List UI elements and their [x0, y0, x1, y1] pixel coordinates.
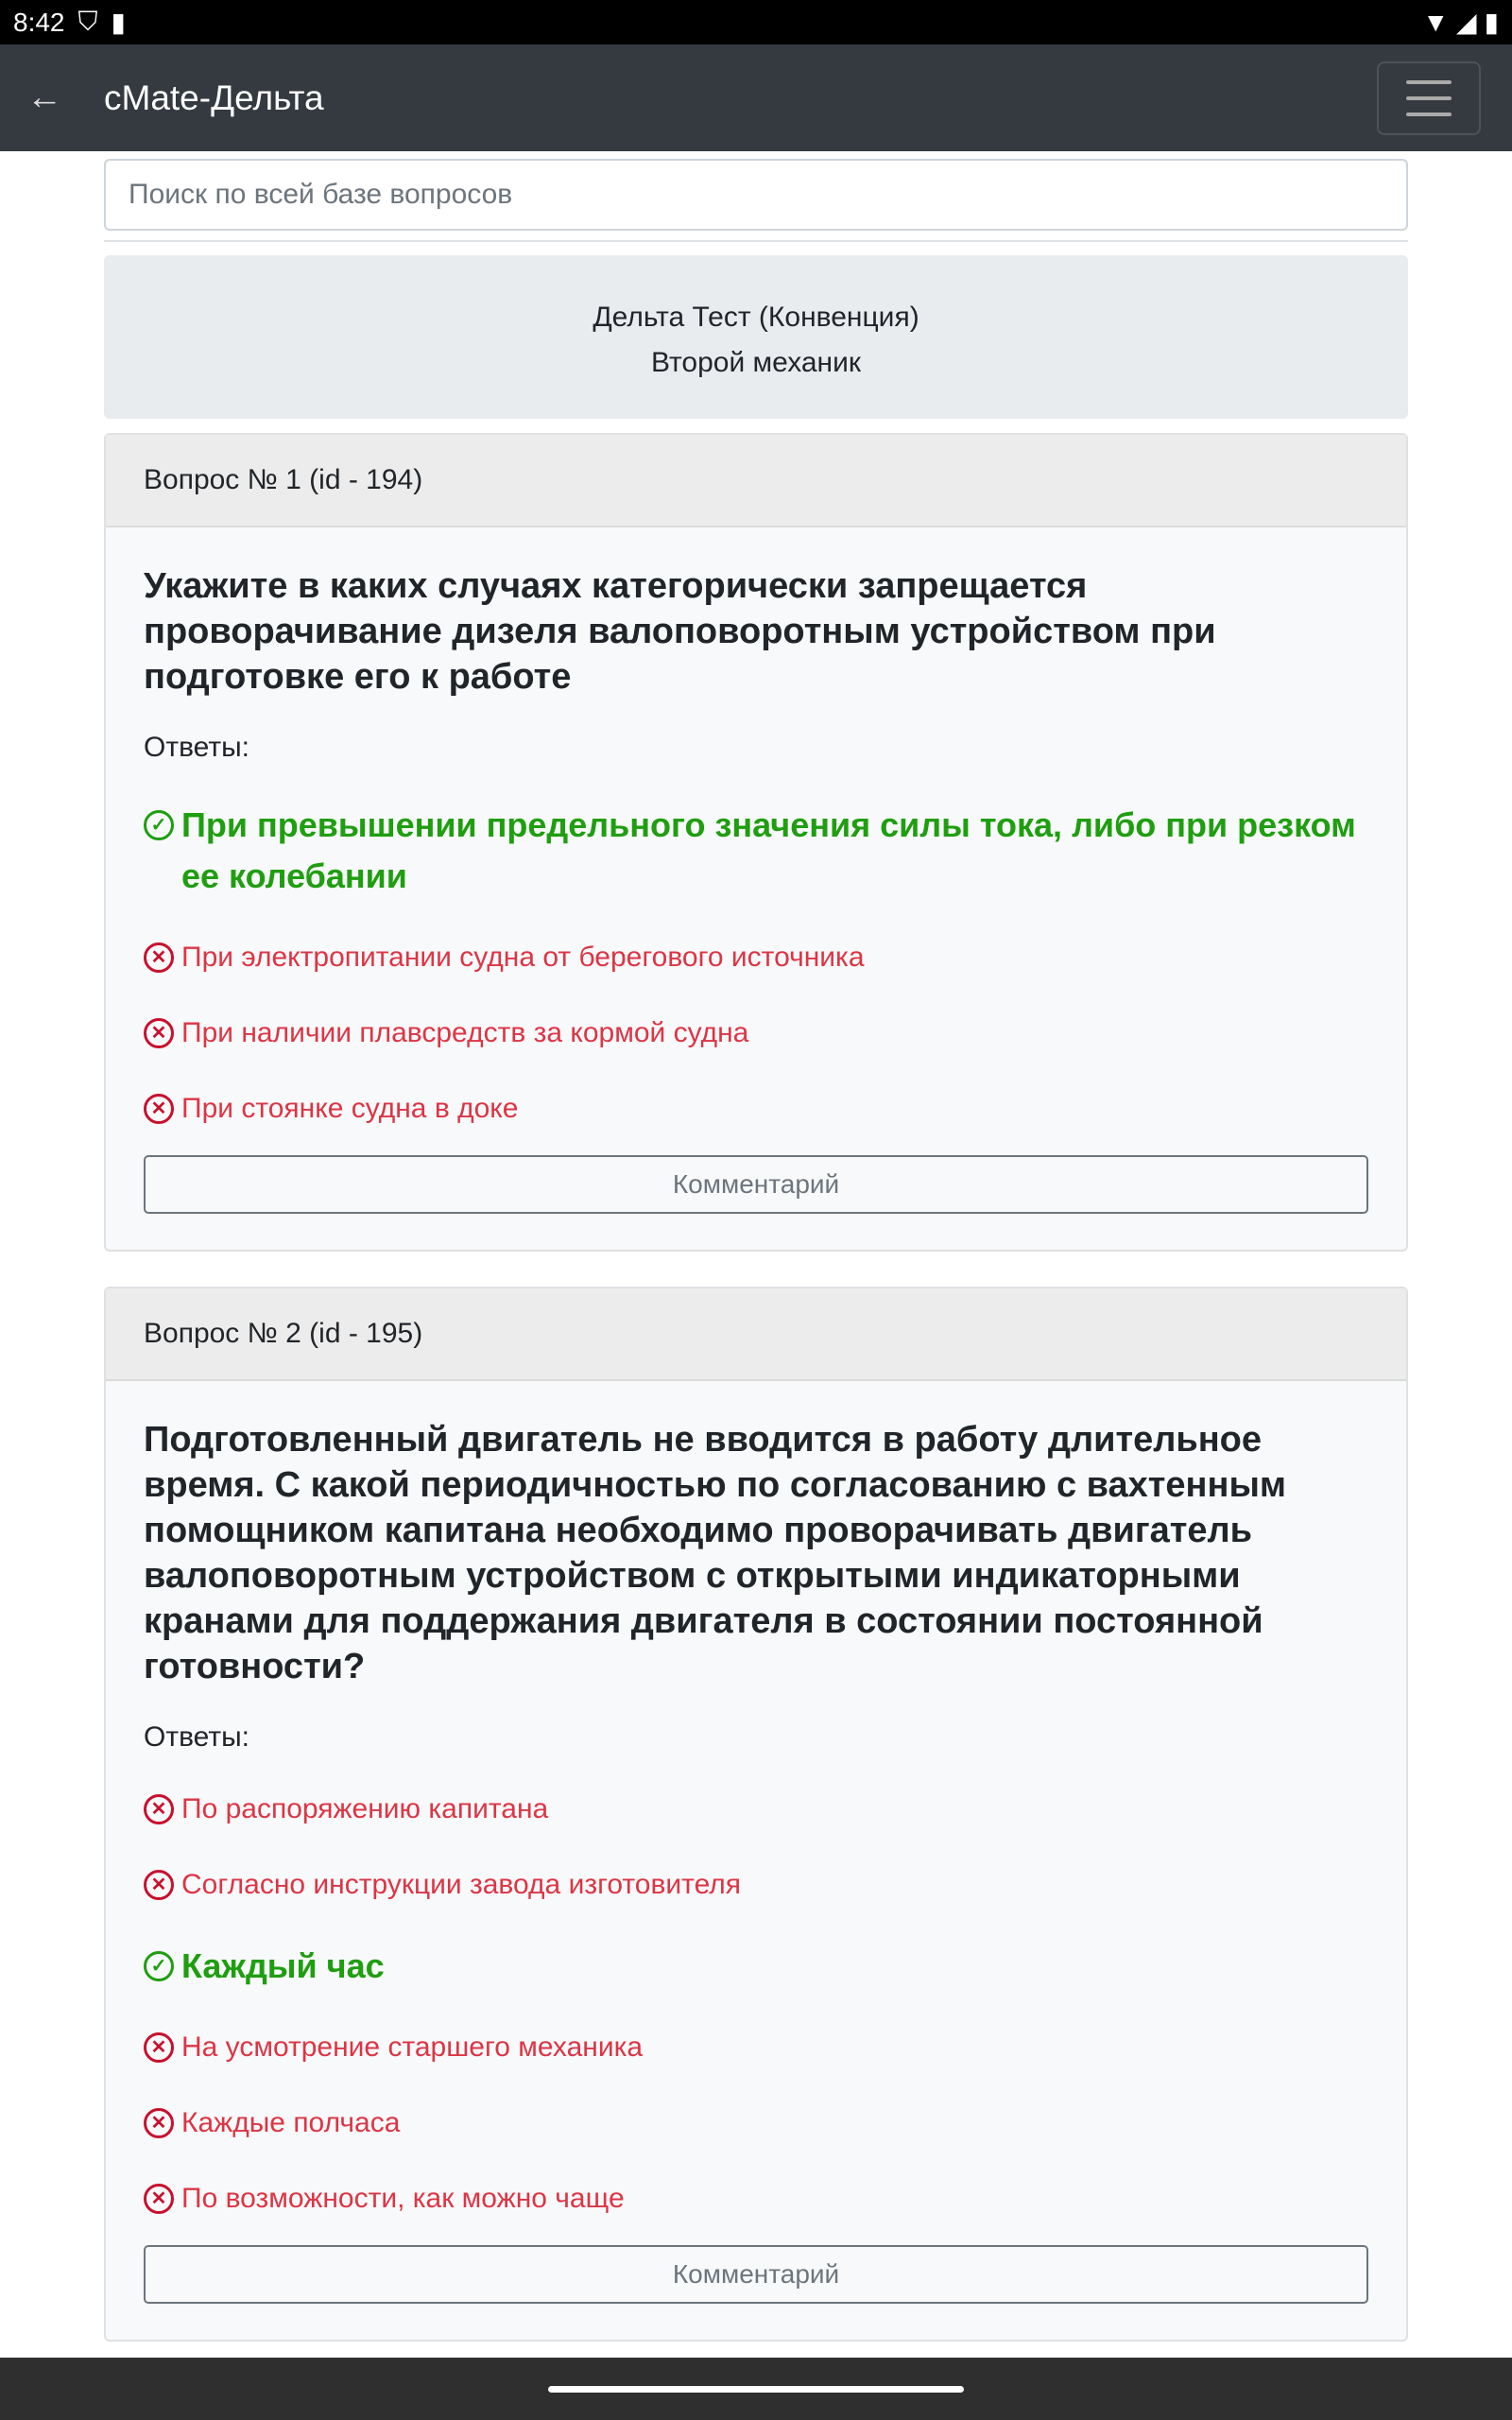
- signal-icon: ◢: [1456, 8, 1477, 37]
- question-card: [104, 433, 1408, 1252]
- answers-label: Ответы:: [144, 1721, 250, 1753]
- answer-text: По распоряжению капитана: [181, 1793, 549, 1824]
- wifi-icon: ▼: [1422, 7, 1450, 37]
- x-circle-icon: ✕: [144, 2184, 174, 2214]
- status-bar: [0, 0, 1512, 44]
- question-card: [104, 1287, 1408, 2342]
- hamburger-icon: [1406, 80, 1452, 84]
- home-handle[interactable]: [548, 2386, 964, 2393]
- back-arrow-icon[interactable]: ←: [26, 78, 62, 117]
- test-name: Дельта Тест (Конвенция): [593, 302, 919, 333]
- x-circle-icon: ✕: [144, 1870, 174, 1900]
- question-title: Укажите в каких случаях категорически запрещается проворачивание дизеля валоповоротным устройством при подготовке его к работе: [144, 566, 1216, 697]
- test-role: Второй механик: [650, 347, 861, 378]
- shield-icon: ⛉: [77, 7, 98, 36]
- wrong-answer: [144, 2179, 1368, 2219]
- x-circle-icon: ✕: [144, 942, 174, 973]
- navbar: [0, 44, 1512, 151]
- answer-text: Согласно инструкции завода изготовителя: [181, 1869, 742, 1900]
- question-header: Вопрос № 2 (id - 195): [106, 1288, 1406, 1381]
- wrong-answer: [144, 2028, 1368, 2067]
- wrong-answer: [144, 2103, 1368, 2143]
- answer-text: По возможности, как можно чаще: [181, 2183, 625, 2214]
- divider: [104, 240, 1408, 242]
- navigation-bar: [0, 2358, 1512, 2420]
- x-circle-icon: ✕: [144, 2032, 174, 2063]
- wrong-answer: [144, 938, 1368, 977]
- comment-button[interactable]: Комментарий: [144, 1155, 1368, 1214]
- sd-card-icon: ▮: [111, 8, 126, 37]
- wrong-answer: [144, 1013, 1368, 1053]
- correct-answer: [144, 800, 1368, 902]
- question-header: Вопрос № 1 (id - 194): [106, 435, 1406, 527]
- answer-text: Каждые полчаса: [181, 2107, 401, 2138]
- check-circle-icon: ✓: [144, 1951, 174, 1981]
- test-banner: [104, 255, 1408, 419]
- x-circle-icon: ✕: [144, 1794, 174, 1824]
- battery-icon: ▮: [1484, 8, 1499, 37]
- question-title: Подготовленный двигатель не вводится в работу длительное время. С какой периодичностью по согласованию с вахтенным помощником капитана необходимо проворачивать двигатель валоповоротным устройством с открытыми индикаторными кранами для поддержания двигателя в состоянии постоянной готовности?: [144, 1420, 1287, 1686]
- answer-text: При электропитании судна от берегового источника: [181, 942, 865, 973]
- answer-text: При стоянке судна в доке: [181, 1093, 519, 1124]
- answer-text: Каждый час: [181, 1946, 385, 1985]
- x-circle-icon: ✕: [144, 2108, 174, 2138]
- x-circle-icon: ✕: [144, 1094, 174, 1124]
- answer-text: При превышении предельного значения силы тока, либо при резком ее колебании: [181, 805, 1356, 895]
- search-input[interactable]: Поиск по всей базе вопросов: [104, 159, 1408, 231]
- wrong-answer: [144, 1089, 1368, 1129]
- wrong-answer: [144, 1789, 1368, 1829]
- answer-text: На усмотрение старшего механика: [181, 2031, 644, 2063]
- clock: 8:42: [13, 7, 65, 37]
- check-circle-icon: ✓: [144, 810, 174, 840]
- answer-text: При наличии плавсредств за кормой судна: [181, 1017, 749, 1048]
- comment-button[interactable]: Комментарий: [144, 2245, 1368, 2304]
- app-title[interactable]: cMate-Дельта: [104, 78, 324, 117]
- correct-answer: [144, 1941, 1368, 1992]
- menu-toggle-button[interactable]: [1377, 61, 1481, 135]
- x-circle-icon: ✕: [144, 1018, 174, 1048]
- answers-label: Ответы:: [144, 732, 250, 763]
- wrong-answer: [144, 1865, 1368, 1905]
